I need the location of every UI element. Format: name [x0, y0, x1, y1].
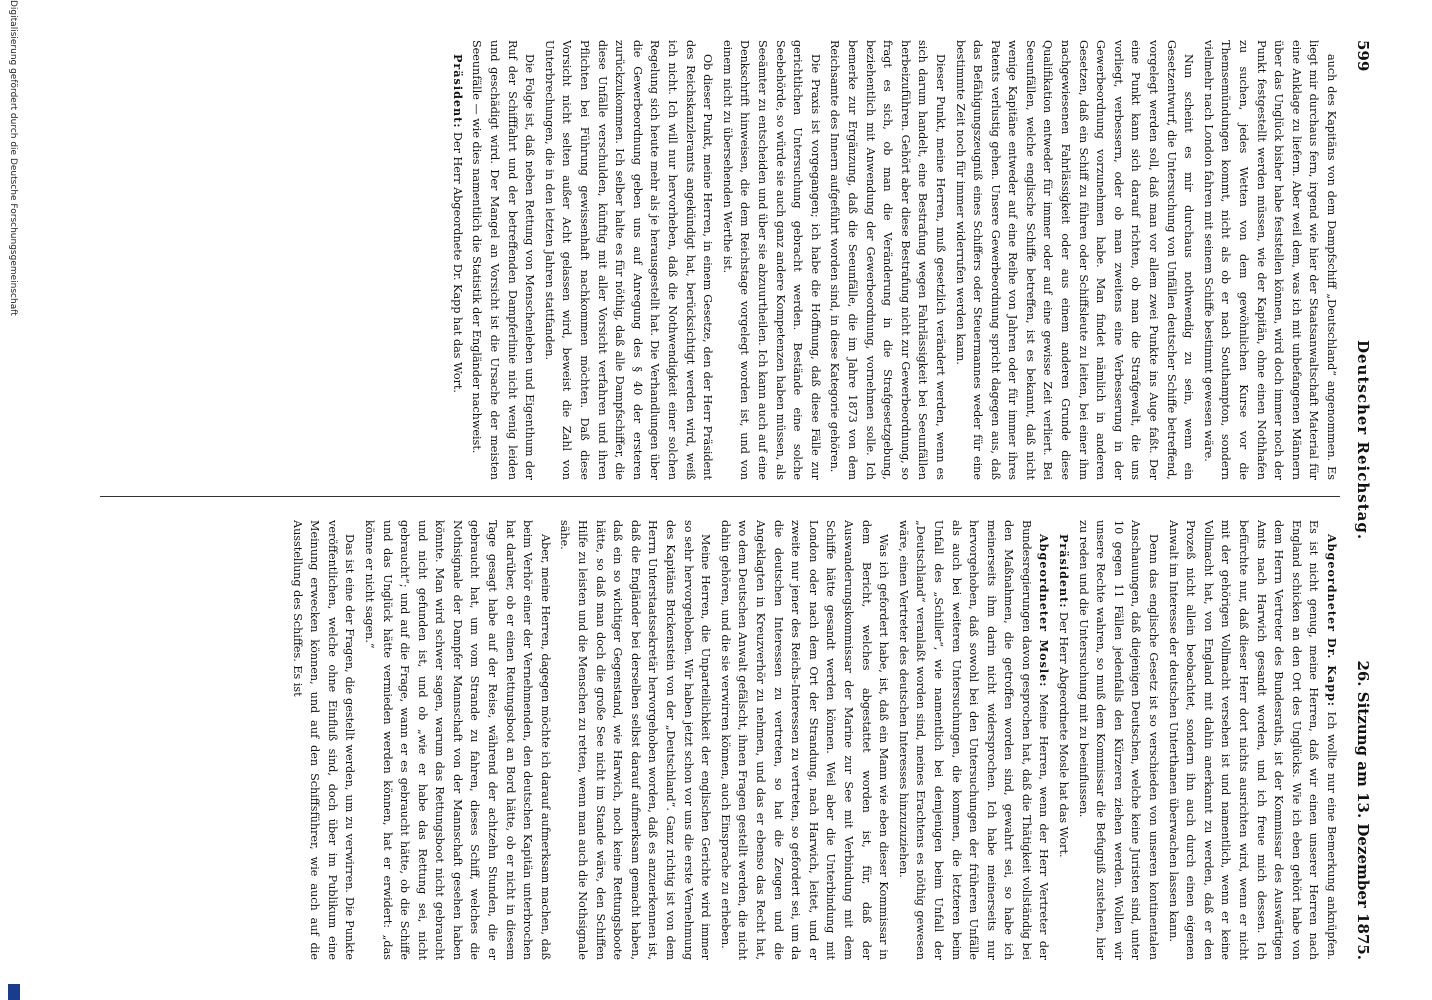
speaker-label: Abgeordneter Mosle: [1037, 534, 1052, 688]
left-column [100, 40, 1340, 480]
right-paragraph [288, 520, 358, 960]
publication-title: Deutscher Reichstag. [1354, 340, 1372, 541]
right-paragraph [360, 520, 554, 960]
page-header [1342, 40, 1372, 960]
column-divider [100, 496, 1340, 497]
right-paragraph [1164, 520, 1340, 960]
speaker-label: Präsident: [1057, 534, 1072, 609]
speech-text: Das ist eine der Fragen, die gestellt werden, um zu verwirren. Die Punkte veröffentlichen, welche ohne Einfluß sind, doch über im Publikum eine Meinung erwecken können, und auf den Schiffsführer, wie auch auf die Ausstellung des Schiffes. Es ist [290, 520, 357, 960]
speech-text: Der Herr Abgeordnete Mosle hat das Wort. [1057, 612, 1071, 858]
speech-text: Der Herr Abgeordnete Dr. Kapp hat das Wort. [450, 132, 464, 393]
left-paragraph: Die Folge ist, daß neben Rettung von Menschenleben und Eigenthum der Ruf der Schifffahrt und der betreffenden Dampferlinie nicht wenig leiden und geschädigt wird. Der Mangel an Vorsicht ist die Ursache der meisten Seeunfälle — wie dies namentlich die Statistik der Engländer nachweist. [470, 40, 537, 480]
right-paragraph [716, 520, 892, 960]
speaker-label: Präsident: [450, 54, 465, 129]
closing-paragraph [448, 40, 466, 480]
right-paragraph [894, 520, 1052, 960]
speech-text: Denn das englische Gesetz ist so verschieden von unseren kontinentalen Anschauungen, daß diejenigen Deutschen, welche keine Juristen sind, unter 10 gegen 11 Fällen jedenfalls den Kürzeren ziehen werden. Wollen wir unsere Rechte wahren, so muß dem Kommissar die Befugniß zustehen, hier zu reden und die Untersuchung mit zu beeinflussen. [1076, 520, 1161, 960]
session-date: 26. Sitzung am 13. Dezember 1875. [1354, 660, 1372, 960]
page-number: 599 [1354, 40, 1372, 72]
dfg-logo [8, 984, 20, 1000]
speech-text: Meine Herren, die Unparteilichkeit der englischen Gerichte wird immer so sehr hervorgehoben. Wir haben jetzt schon vor uns die erste Vernehmung des Kapitäns Brickenstein von der „Deutschland“. Ganz richtig ist von dem Herrn Unterstaatssekretär hervorgehoben worden, daß es anzuerkennen ist, daß die Engländer bei derselben selbst darauf aufmerksam gemacht haben, daß ein so wichtiger Gegenstand, wie Harwich, noch keine Rettungsboote hätte, so daß man doch die große See nicht im Stande wäre, den Schiffen Hilfe zu leisten und die Menschen zu retten, wenn man auch die Nothsignale sähe. [558, 520, 713, 960]
digitization-footer [4, 0, 20, 1000]
left-paragraph: Dieser Punkt, meine Herren, muß gesetzlich verändert werden, wenn es sich darum handelt, eine Bestrafung wegen Fahrlässigkeit bei Seeunfällen herbeizuführen. Gehört aber diese Bestrafung nicht zur Gewerbeordnung, so fragt es sich, ob man die Veränderung in die Strafgesetzgebung, beziehentlich mit Anwendung der Gewerbeordnung, vornehmen solle. Ich bemerke zur Ergänzung, daß die Seeunfälle, die im Jahre 1873 von dem Reichsamte des Innern aufgeführt worden sind, in diese Kategorie gehören. [828, 40, 947, 480]
funding-credit: Digitalisierung gefördert durch die Deutsche Forschungsgemeinschaft [8, 0, 18, 316]
speech-text: Aber, meine Herren, dagegen möchte ich darauf aufmerksam machen, daß beim Verhör einer der Vernehmenden, den deutschen Kapitän unterbrochen hat darüber, ob er einen Rettungsboot an Bord hätte, ob er nicht in diesem Tage gesagt habe auf der Reise, während der achtzehn Stunden, die er gebraucht hat, um vom Strande zu fahren, dieses Schiff, welches die Nothsignale der Dampfer Mannschaft von der Mannschaft gesehen haben könnte. Man wird schwer sagen, warum das Rettungsboot nicht gebraucht und nicht gefunden ist, und ob „wie er habe das Rettung sei, nicht gebraucht“; und auf die Frage, wann er es gebraucht hätte, ob die Schiffe und das Unglück hätte vermieden werden können, hat er erwidert: „das könne er nicht sagen.“ [362, 520, 552, 960]
left-paragraph: Nun scheint es mir durchaus nothwendig zu sein, wenn ein Gesetzentwurf, die Untersuchung von Unfällen deutscher Schiffe betreffend, vorgelegt werden soll, daß man vor allem zwei Punkte ins Auge faßt. Der eine Punkt kann sich darauf richten, ob man die Strafgewalt, die uns vorliegt, verbessern, oder ob man zweitens eine Verbesserung in der Gewerbeordnung vorzunehmen habe. Man findet nämlich in anderen Gesetzen, daß ein Schiff zu führen oder Schiffsleute zu leiten, bei einer ihm nachgewiesenen Fahrlässigkeit oder aus einem anderen Grunde diese Qualifikation entweder für immer oder auf eine gewisse Zeit verliert. Bei Seeunfällen, welche englische Schiffe betreffen, ist es bekannt, daß nicht wenige Kapitäne entweder auf eine Reihe von Jahren oder für immer ihres Patents verlustig gehen. Unsere Gewerbeordnung spricht dagegen aus, daß das Befähigungszeugniß eines Schiffers oder Steuermannes weder für eine bestimmte Zeit noch für immer widerrufen werden kann. [953, 40, 1196, 480]
left-paragraph: Ob dieser Punkt, meine Herren, in einem Gesetze, den der Herr Präsident des Reichskanzleramts angekündigt hat, berücksichtigt werden wird, weiß ich nicht. Ich will nur hervorheben, daß die Nothwendigkeit einer solchen Regelung sich heute mehr als je herausgestellt hat. Die Verhandlungen über die Gewerbeordnung geben uns auf Anregung des § 40 der ersteren zurückzukommen. Ich selber halte es für nöthig, daß alle Dampfschiffer, die diese Unfälle verschulden, künftig mit aller Vorsicht verfahren und ihren Pflichten bei Führung gewissenhaft nachkommen möchten. Daß diese Vorsicht nicht selten außer Acht gelassen wird, beweist die Zahl von Unterbrechungen, die in den letzten Jahren stattfanden. [542, 40, 715, 480]
speaker-label: Abgeordneter Dr. Kapp: [1325, 534, 1339, 708]
right-paragraph [1055, 520, 1073, 960]
left-paragraph: auch des Kapitäns von dem Dampfschiff „Deutschland“ angenommen. Es liegt mir durchaus fern, irgend wie hier der Staatsanwaltschaft Material für eine Anklage zu liefern. Aber weil dem, was ich mit unbefangenen Männern über das Unglück bisher habe feststellen können, wird doch immer noch der Punkt festgestellt werden müssen, wie der Kapitän, ohne einen Nothhafen zu suchen, jedes Wetten von dem gewöhnlichen Kurse vor die Themsemündungen kommt, nicht als ob er nach Southampton, sondern vielmehr nach London fahren mit seinem Schiffe bestimmt gewesen wäre. [1201, 40, 1338, 480]
right-paragraph [556, 520, 714, 960]
speech-text: Ich wollte nur eine Bemerkung anknüpfen. Es ist nicht genug, meine Herren, daß wir einen unserer Herren nach England schicken an den Ort des Unglücks. Wie ich eben gehört habe von dem Herrn Vertreter des Bundesraths, ist der Kommissar des Auswärtigen Amts nach Harwich gesandt worden, und ich freue mich dessen. Ich befürchte nur, daß dieser Herr dort nichts ausrichten wird, wenn er nicht mit der gehörigen Vollmacht versehen ist und namentlich, wenn er keine Vollmacht hat, von England mit dahin anerkannt zu werden, daß er den Prozeß nicht allein beobachtet, sondern ihn auch durch einen eigenen Anwalt im Interesse der deutschen Unterthanen überwachen lassen kann. [1166, 520, 1338, 960]
left-paragraph: Die Praxis ist vorgegangen; ich habe die Hoffnung, daß diese Fälle zur gerichtlichen Untersuchung gebracht werden. Bestände eine solche Seebehörde, so würde sie auch ganz andere Kompetenzen haben müssen, als Seeämter zu entscheiden und über sie abzuurtheilen. Ich kann auch auf eine Denkschrift hinweisen, die dem Reichstage vorgelegt worden ist, und von einem nicht zu übersehenden Werthe ist. [720, 40, 822, 480]
speech-text: Was ich gefordert habe, ist, daß ein Mann wie eben dieser Kommissar in dem Bericht, welches abgestattet worden ist, für, daß der Auswanderungskommissar der Marine zur See mit Verbindung mit dem Schiffe hätte gesandt werden können. Weil aber die Unterbindung mit London oder nach dem Ort der Strandung, nach Harwich, leitet, und er zweite nur jener des Reichs-Interessen zu vertreten, so gefordert sei, um da die deutschen Interessen zu vertreten, so hat die Zeugen und die Angeklagten in Kreuzverhör zu nehmen, und das er ebenso das Recht hat, wo dem Deutschen Anwalt gefälscht, ihnen Fragen gestellt werden, die nicht dahin gehören, und die sie verwirren können, auch Einsprache zu erheben. [718, 520, 891, 960]
speech-text: Meine Herren, wenn der Herr Vertreter der Bundesregierungen davon gesprochen hat, daß die Thätigkeit vollständig bei den Maßnahmen, die getroffen worden sind, gewahrt sei, so habe ich meinerseits ihm darin nicht widersprochen. Ich habe meinerseits nur hervorgehoben, daß sowohl bei den Untersuchungen der früheren Unfälle als auch bei weiteren Untersuchungen, die kommen, die letzteren beim Unfall des „Schiller“, wie namentlich bei demjenigen beim Unfall der „Deutschland“ veranlaßt worden sind, meines Erachtens es nöthig gewesen wäre, einen Vertreter des deutschen Interesses hinzuzuziehen. [896, 520, 1051, 960]
right-paragraph [1074, 520, 1162, 960]
right-column [100, 520, 1340, 960]
